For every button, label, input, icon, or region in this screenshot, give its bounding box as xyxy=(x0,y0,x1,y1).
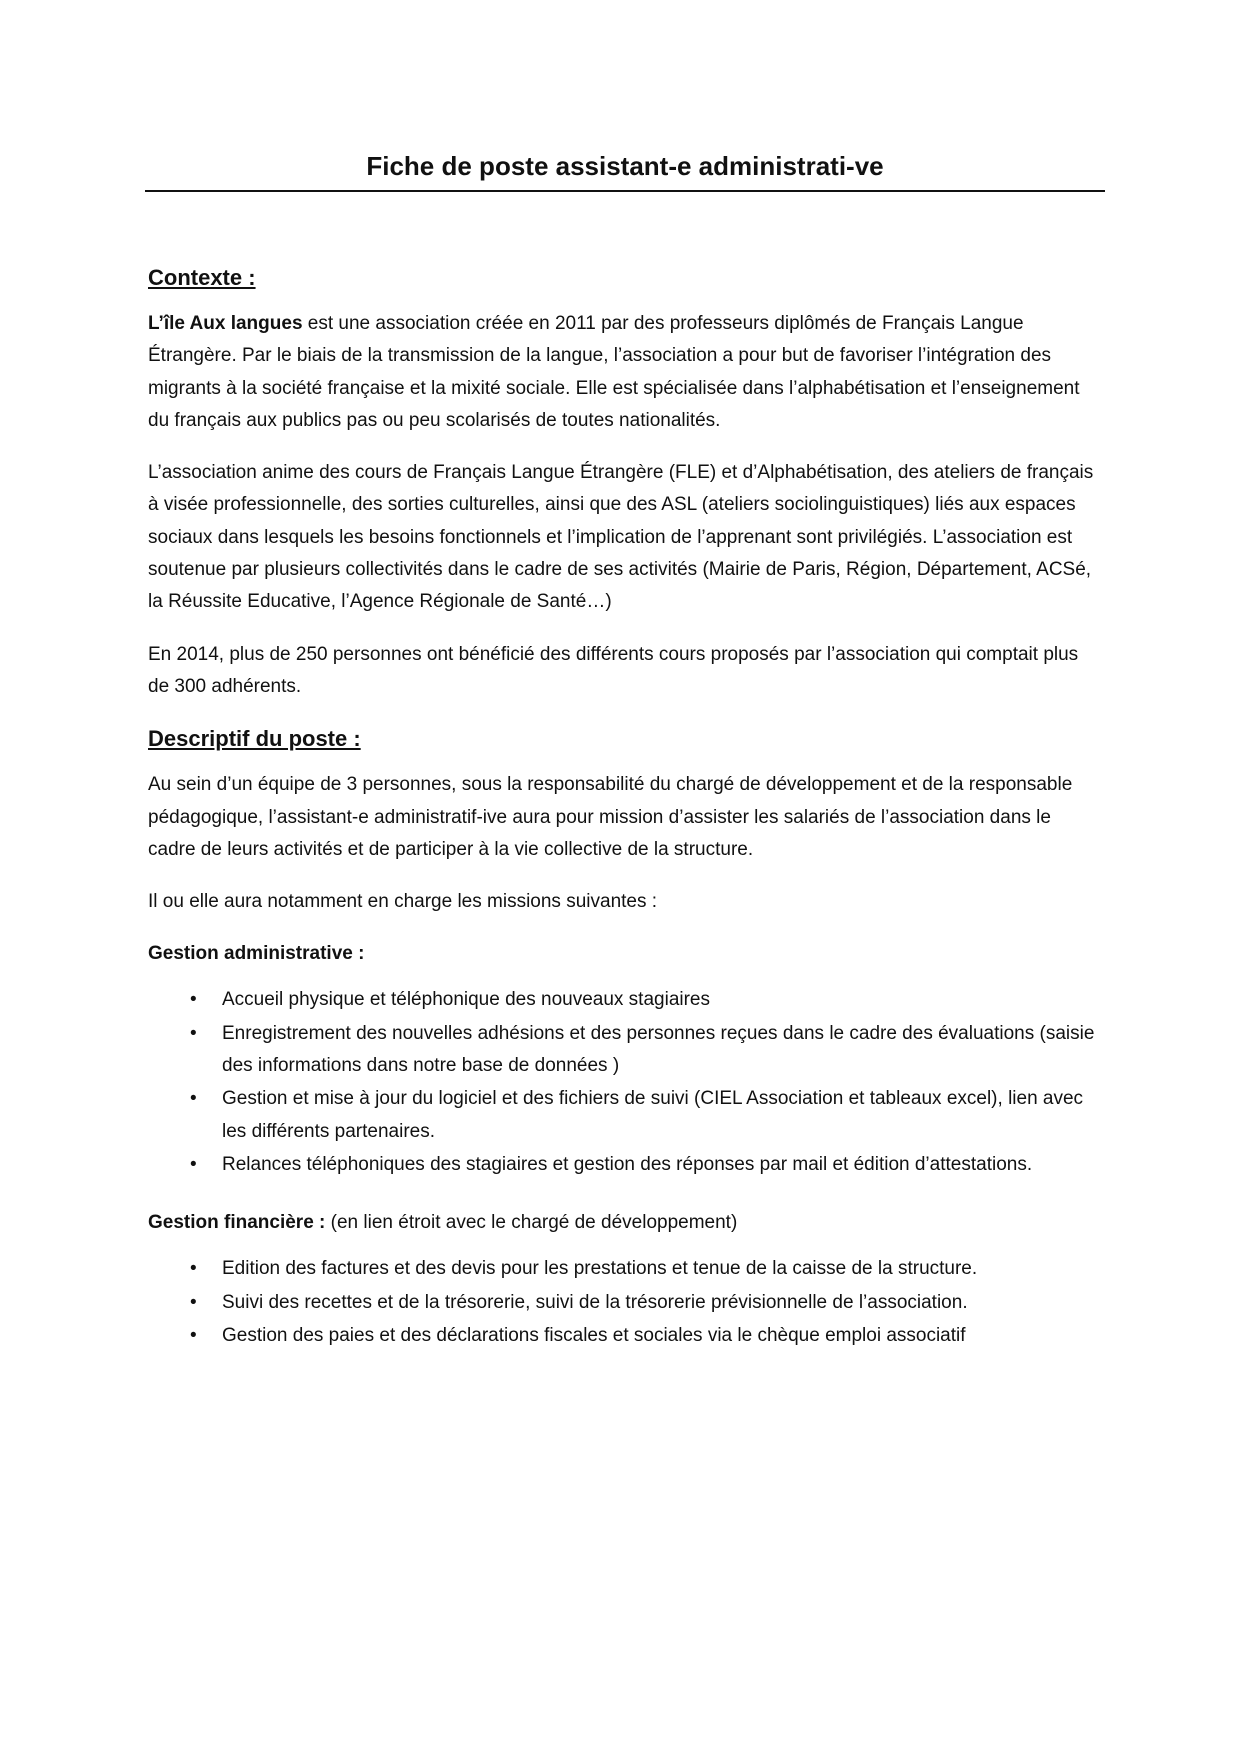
bullet-icon: • xyxy=(190,1324,197,1346)
list-item xyxy=(148,1253,1098,1285)
list-item xyxy=(148,1083,1098,1148)
list-item xyxy=(148,984,1098,1016)
description-paragraph-1: Au sein d’un équipe de 3 personnes, sous la responsabilité du chargé de développement et de la responsable pédagogique, l’assistant-e administratif-ive aura pour mission d’assister les salariés de l’association dans le cadre de leurs activités et de participer à la vie collective de la structure. xyxy=(148,774,1073,860)
bullet-icon: • xyxy=(190,989,197,1011)
context-paragraph-2: L’association anime des cours de Français Langue Étrangère (FLE) et d’Alphabétisation, des ateliers de français à visée professionnelle, des sorties culturelles, ainsi que des ASL (ateliers sociolinguistiques) liés aux espaces sociaux dans lesquels les besoins fonctionnels et l’implication de l’apprenant sont privilégiés. L’association est soutenue par plusieurs collectivités dans le cadre de ses activités (Mairie de Paris, Région, Département, ACSé, la Réussite Educative, l’Agence Régionale de Santé…) xyxy=(148,462,1094,613)
page-title: Fiche de poste assistant-e administrati-ve xyxy=(366,151,884,181)
list-item xyxy=(148,1018,1098,1083)
list-item-text: Suivi des recettes et de la trésorerie, suivi de la trésorerie prévisionnelle de l’association. xyxy=(222,1291,968,1313)
list-item xyxy=(148,1287,1098,1319)
context-heading: Contexte : xyxy=(148,265,256,290)
finance-subheading xyxy=(148,1207,1098,1239)
bullet-icon: • xyxy=(190,1022,197,1044)
list-item xyxy=(148,1149,1098,1181)
bullet-icon: • xyxy=(190,1153,197,1175)
association-name: L’île Aux langues xyxy=(148,313,303,334)
description-paragraph-2: Il ou elle aura notamment en charge les missions suivantes : xyxy=(148,891,658,913)
list-item-text: Relances téléphoniques des stagiaires et gestion des réponses par mail et édition d’attestations. xyxy=(222,1153,1033,1175)
admin-subheading xyxy=(148,938,1098,970)
admin-task-list xyxy=(148,984,1098,1181)
context-paragraph-3: En 2014, plus de 250 personnes ont bénéficié des différents cours proposés par l’association qui comptait plus de 300 adhérents. xyxy=(148,643,1079,697)
finance-subheading-label: Gestion financière : xyxy=(148,1212,326,1234)
list-item-text: Gestion et mise à jour du logiciel et des fichiers de suivi (CIEL Association et tableaux excel), lien avec les différents partenaires. xyxy=(222,1088,1084,1142)
finance-task-list xyxy=(148,1253,1098,1352)
bullet-icon: • xyxy=(190,1258,197,1280)
list-item-text: Accueil physique et téléphonique des nouveaux stagiaires xyxy=(222,989,710,1011)
description-heading: Descriptif du poste : xyxy=(148,726,361,752)
title-underline-rule xyxy=(145,190,1105,192)
context-paragraph-1 xyxy=(148,308,1098,437)
list-item-text: Enregistrement des nouvelles adhésions et des personnes reçues dans le cadre des évaluations (saisie des informations dans notre base de données ) xyxy=(222,1022,1095,1077)
admin-subheading-label: Gestion administrative : xyxy=(148,943,365,965)
finance-subheading-note: (en lien étroit avec le chargé de développement) xyxy=(325,1212,738,1234)
list-item-text: Gestion des paies et des déclarations fiscales et sociales via le chèque emploi associatif xyxy=(222,1324,966,1346)
list-item xyxy=(148,1320,1098,1352)
document-body xyxy=(148,262,1098,1374)
context-paragraph-1-text: est une association créée en 2011 par des professeurs diplômés de Français Langue Étrangère. Par le biais de la transmission de la langue, l’association a pour but de favoriser l’intégration des migrants à la société française et la mixité sociale. Elle est spécialisée dans l’alphabétisation et l’enseignement du français aux publics pas ou peu scolarisés de toutes nationalités. xyxy=(148,313,1080,431)
bullet-icon: • xyxy=(190,1291,197,1313)
list-item-text: Edition des factures et des devis pour les prestations et tenue de la caisse de la structure. xyxy=(222,1258,978,1280)
bullet-icon: • xyxy=(190,1088,197,1110)
